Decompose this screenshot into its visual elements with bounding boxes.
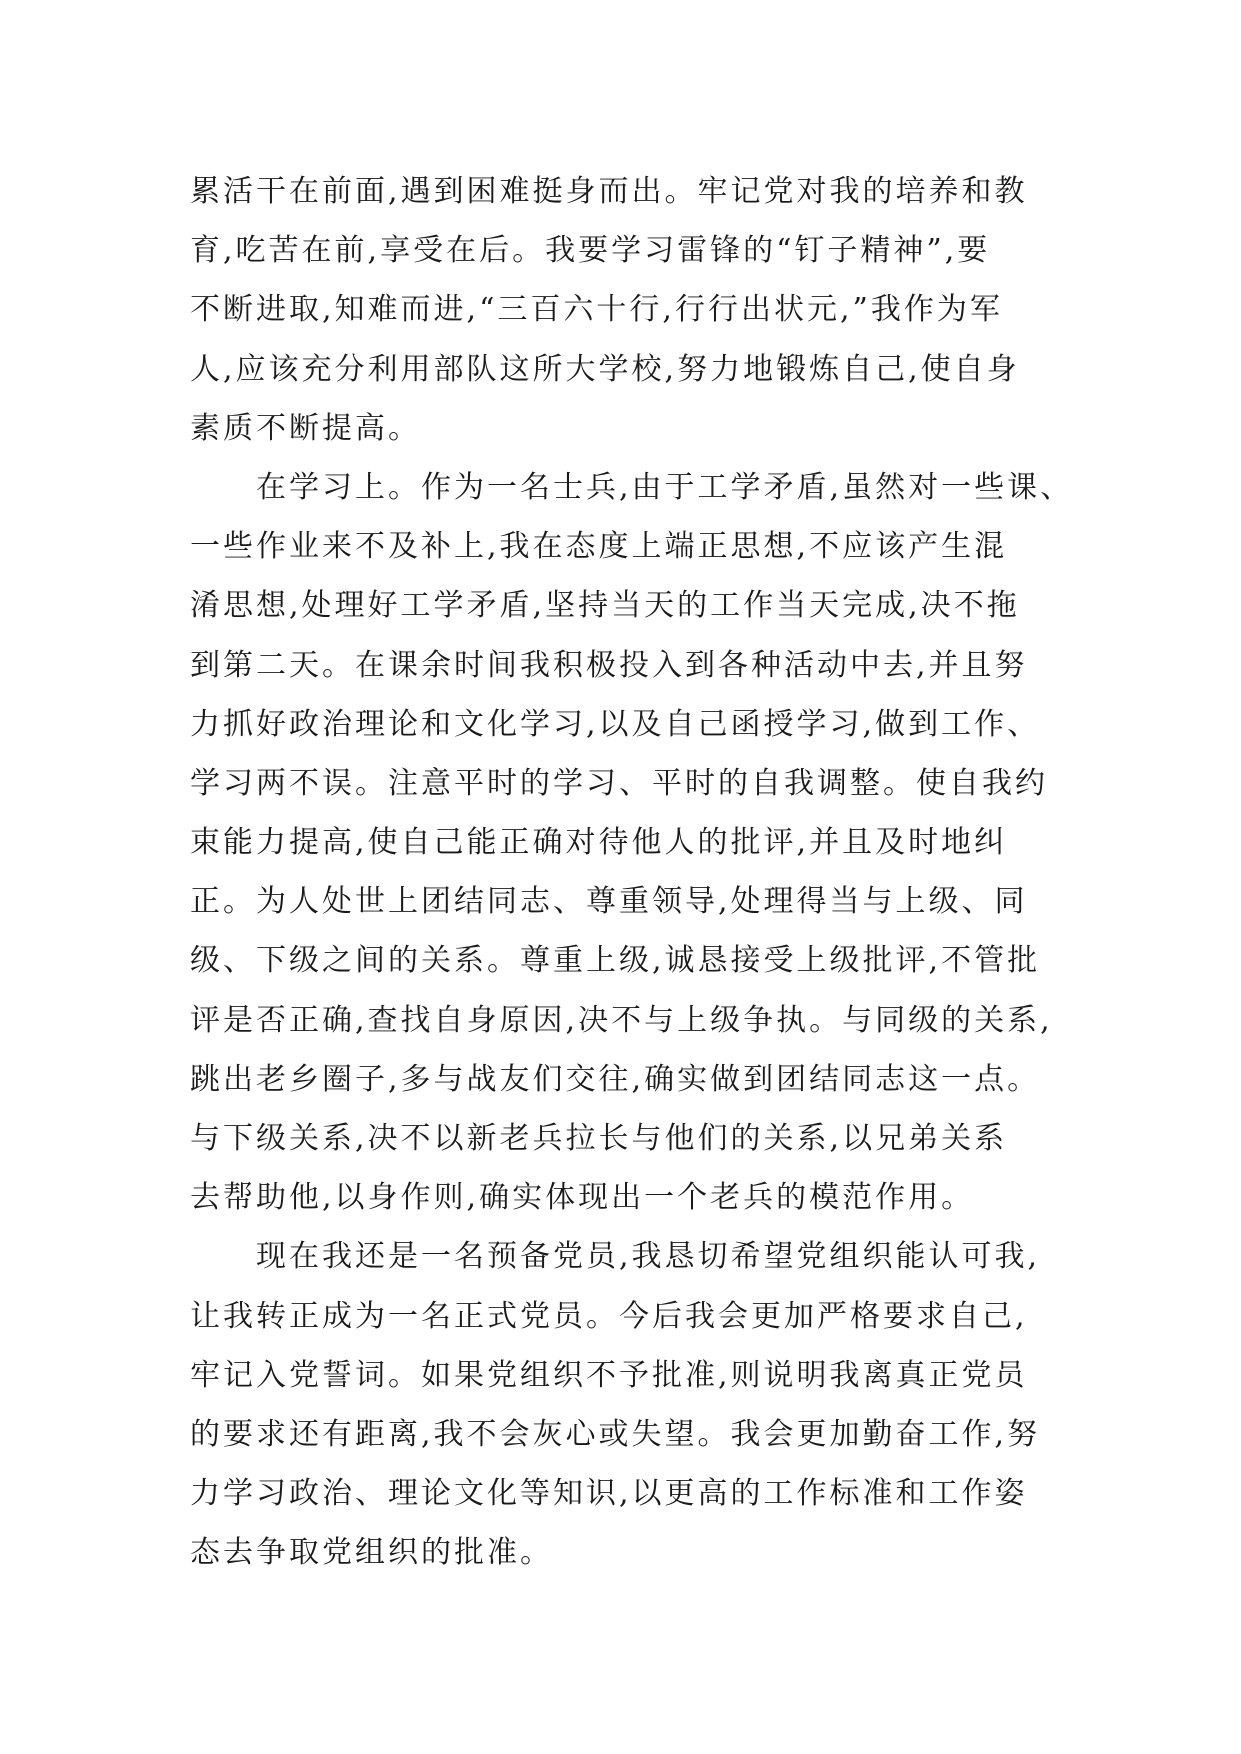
text-line: 力学习政治、理论文化等知识,以更高的工作标准和工作姿 [190,1476,1028,1512]
text-line: 评是否正确,查找自身原因,决不与上级争执。与同级的关系, [190,1002,1053,1038]
text-line: 在学习上。作为一名士兵,由于工学矛盾,虽然对一些课、 [256,469,1074,505]
text-line: 正。为人处世上团结同志、尊重领导,处理得当与上级、同 [190,884,1028,920]
text-line: 与下级关系,决不以新老兵拉长与他们的关系,以兄弟关系 [190,1121,1008,1156]
text-line: 束能力提高,使自己能正确对待他人的批评,并且及时地纠 [190,825,1008,861]
document-body [190,162,1074,1583]
paragraph [190,162,1070,458]
text-line: 跳出老乡圈子,多与战友们交往,确实做到团结同志这一点。 [190,1061,1041,1097]
text-line: 淆思想,处理好工学矛盾,坚持当天的工作当天完成,决不拖 [190,588,1020,624]
text-line: 态去争取党组织的批准。 [190,1535,553,1571]
text-line: 让我转正成为一名正式党员。今后我会更加严格要求自己, [190,1298,1028,1334]
text-line: 累活干在前面,遇到困难挺身而出。牢记党对我的培养和教 [190,174,1028,209]
paragraph [190,458,1074,1227]
text-line: 学习两不误。注意平时的学习、平时的自我调整。使自我约 [190,765,1048,801]
text-line: 现在我还是一名预备党员,我恳切希望党组织能认可我, [256,1239,1041,1275]
text-line: 育,吃苦在前,享受在后。我要学习雷锋的“钉子精神”,要 [190,233,991,269]
text-line: 去帮助他,以身作则,确实体现出一个老兵的模范作用。 [190,1180,975,1216]
text-line: 一些作业来不及补上,我在态度上端正思想,不应该产生混 [190,529,1008,565]
text-line: 素质不断提高。 [190,410,421,446]
text-line: 的要求还有距离,我不会灰心或失望。我会更加勤奋工作,努 [190,1416,1041,1452]
text-line: 级、下级之间的关系。尊重上级,诚恳接受上级批评,不管批 [190,943,1041,979]
text-line: 不断进取,知难而进,“三百六十行,行行出状元,”我作为军 [190,292,1003,328]
text-line: 力抓好政治理论和文化学习,以及自己函授学习,做到工作、 [190,706,1041,742]
text-line: 人,应该充分利用部队这所大学校,努力地锻炼自己,使自身 [190,351,1020,387]
paragraph [190,1227,1070,1582]
text-line: 到第二天。在课余时间我积极投入到各种活动中去,并且努 [190,647,1028,683]
text-line: 牢记入党誓词。如果党组织不予批准,则说明我离真正党员 [190,1357,1028,1393]
